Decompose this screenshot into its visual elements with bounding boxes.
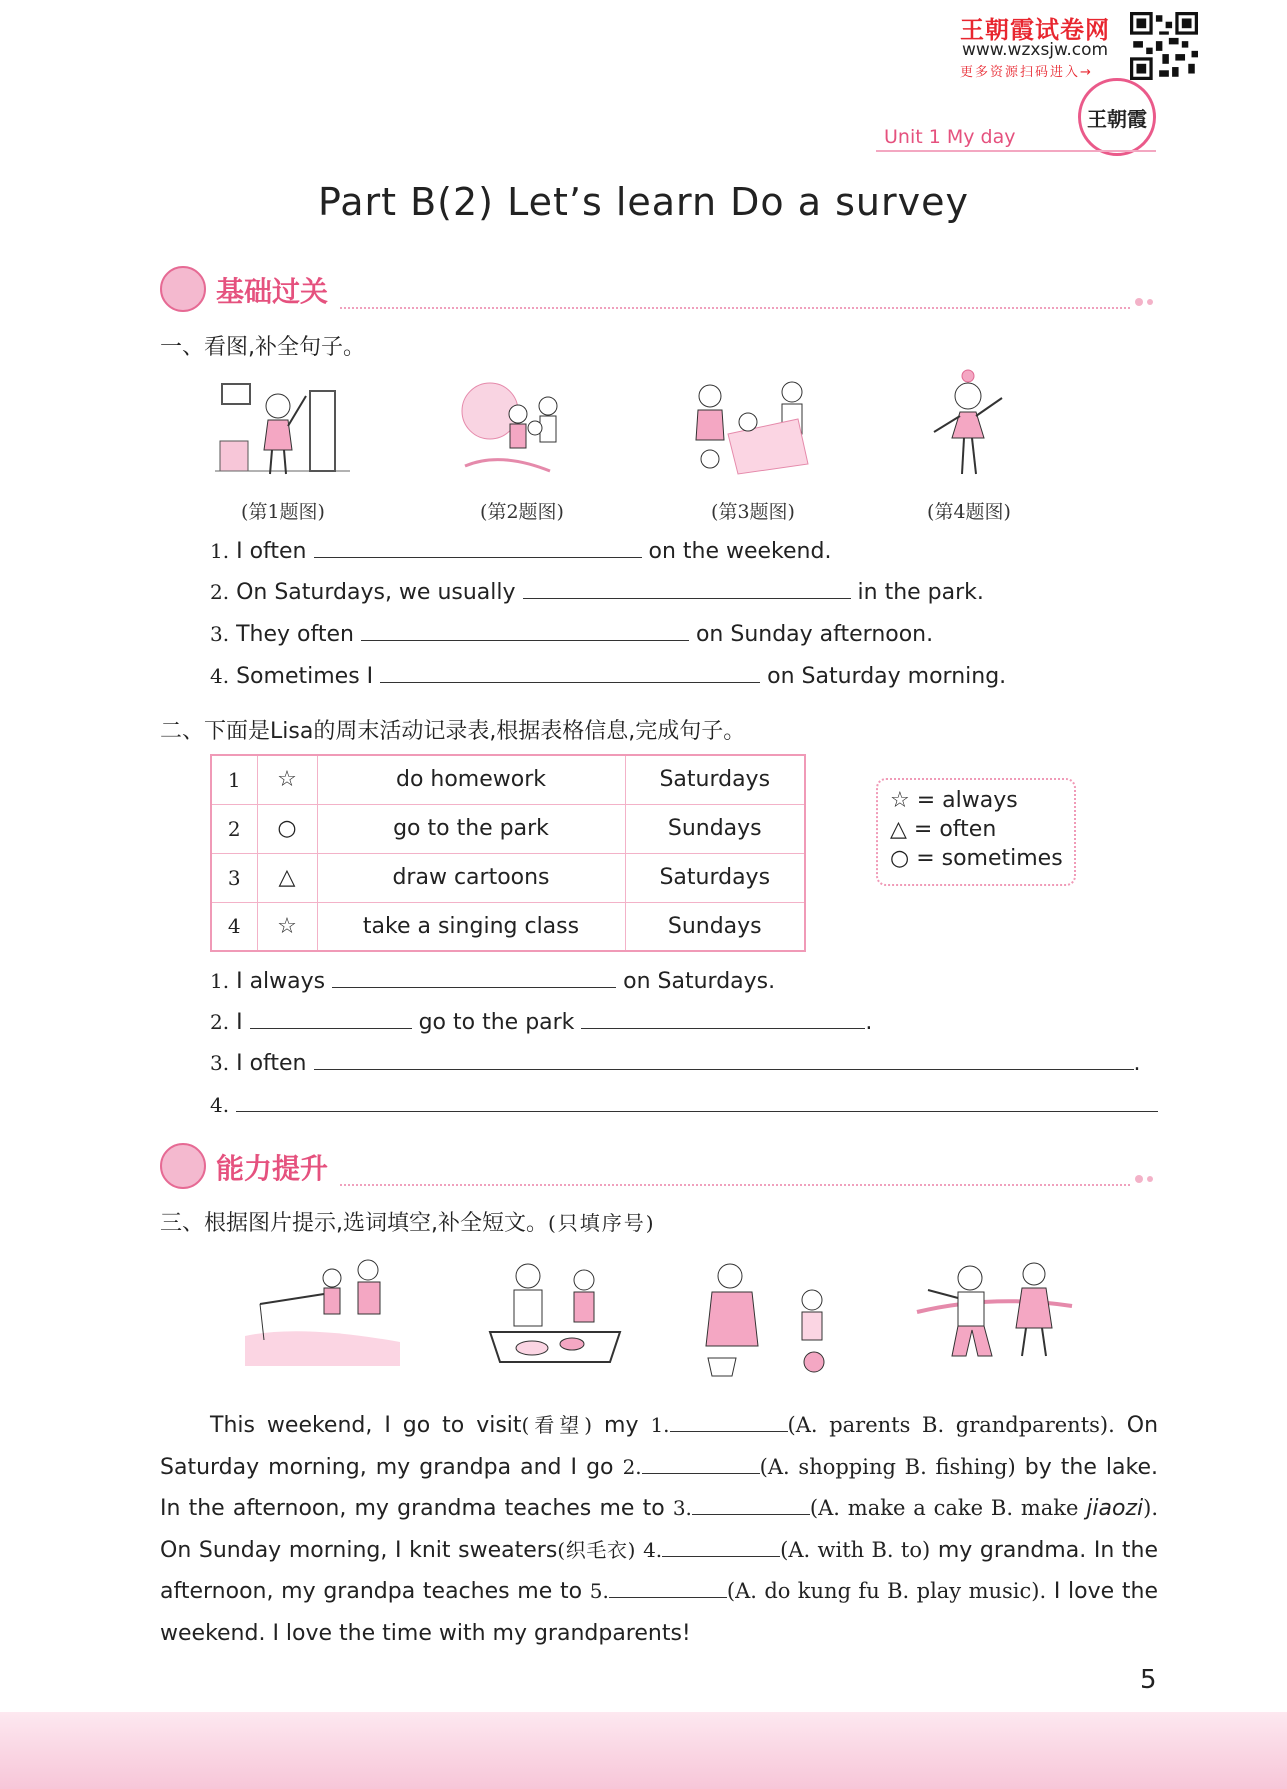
sentence-text: They often bbox=[236, 622, 354, 647]
table-row bbox=[211, 755, 805, 804]
table-cell: 1 bbox=[211, 755, 257, 804]
item-number: 1. bbox=[210, 969, 230, 993]
answer-blank[interactable] bbox=[581, 1007, 865, 1029]
passage-paragraph bbox=[160, 1405, 1158, 1654]
table-cell: go to the park bbox=[317, 804, 625, 853]
table-cell: ☆ bbox=[257, 902, 317, 951]
sentence-text: On Saturdays, we usually bbox=[236, 580, 516, 605]
table-cell: ○ bbox=[257, 804, 317, 853]
dots-icon bbox=[1134, 296, 1156, 308]
table-cell: do homework bbox=[317, 755, 625, 804]
section-divider bbox=[340, 1184, 1130, 1186]
sentence-text: . bbox=[1133, 1051, 1141, 1076]
answer-blank[interactable] bbox=[314, 1048, 1134, 1070]
answer-blank[interactable] bbox=[642, 1452, 760, 1474]
sentence-text: on Saturday morning. bbox=[767, 664, 1007, 689]
passage-gloss: (织毛衣) bbox=[557, 1537, 636, 1562]
brand-url: www.wzxsjw.com bbox=[962, 40, 1109, 60]
question-title-text: 三、根据图片提示,选词填空,补全短文。 bbox=[160, 1211, 548, 1236]
table-row bbox=[211, 804, 805, 853]
table-row bbox=[211, 853, 805, 902]
answer-options: (A. make a cake B. make bbox=[809, 1496, 1087, 1520]
sentence-text: I always bbox=[236, 969, 326, 994]
answer-blank[interactable] bbox=[692, 1493, 810, 1515]
section-label: 能力提升 bbox=[216, 1152, 329, 1185]
section-label: 基础过关 bbox=[216, 275, 329, 308]
answer-options: (A. with B. to) bbox=[780, 1537, 931, 1562]
item-number: 1. bbox=[210, 539, 230, 563]
table-cell: take a singing class bbox=[317, 902, 625, 951]
answer-blank[interactable] bbox=[314, 536, 642, 558]
table-cell: 4 bbox=[211, 902, 257, 951]
passage-text: I love the weekend. I love the time with my grandparents! bbox=[160, 1579, 1159, 1646]
blank-number: 5. bbox=[589, 1579, 609, 1603]
unit-tag: Unit 1 My day bbox=[884, 126, 1016, 148]
passage-text: my grandma. In the afternoon, my grandpa teaches me to bbox=[160, 1537, 1158, 1604]
answer-blank[interactable] bbox=[380, 661, 760, 683]
passage-text: On Saturday morning, my grandpa and I go bbox=[160, 1413, 1159, 1480]
table-cell: △ bbox=[257, 853, 317, 902]
passage-text: This weekend, I go to visit bbox=[210, 1413, 522, 1438]
table-cell: draw cartoons bbox=[317, 853, 625, 902]
item-number: 3. bbox=[210, 1051, 230, 1075]
brand-more: 更多资源扫码进入→ bbox=[960, 65, 1093, 80]
cloze-passage bbox=[160, 1405, 1158, 1654]
answer-blank[interactable] bbox=[662, 1535, 780, 1557]
table-cell: Saturdays bbox=[625, 755, 805, 804]
illustration-kung-fu bbox=[912, 1256, 1077, 1364]
blank-number: 4. bbox=[643, 1537, 663, 1562]
cartoon-face-icon bbox=[160, 1143, 206, 1189]
table-cell: Sundays bbox=[625, 902, 805, 951]
sentence-text: in the park. bbox=[857, 580, 984, 605]
activity-table bbox=[210, 754, 806, 952]
sentence-item bbox=[210, 536, 831, 564]
picture-caption: (第2题图) bbox=[480, 501, 564, 523]
illustration-fishing-by-lake bbox=[240, 1254, 405, 1366]
table-cell: Saturdays bbox=[625, 853, 805, 902]
table-cell: 3 bbox=[211, 853, 257, 902]
table-row bbox=[211, 902, 805, 951]
blank-number: 1. bbox=[650, 1413, 670, 1437]
sentence-text: I often bbox=[236, 1051, 307, 1076]
table-cell: ☆ bbox=[257, 755, 317, 804]
picture-caption: (第3题图) bbox=[711, 501, 795, 523]
answer-blank[interactable] bbox=[250, 1007, 412, 1029]
passage-text: by the lake. In the afternoon, my grandma teaches me to bbox=[160, 1454, 1158, 1521]
answer-blank[interactable] bbox=[361, 619, 689, 641]
legend-item: △ = often bbox=[890, 817, 997, 842]
sentence-item bbox=[210, 577, 984, 605]
illustration-girl-cleaning bbox=[210, 376, 355, 484]
passage-text: On Sunday morning, I knit sweaters bbox=[160, 1537, 558, 1563]
answer-options: (A. do kung fu B. play music). bbox=[726, 1579, 1047, 1603]
sentence-text: on Sunday afternoon. bbox=[695, 622, 934, 647]
sentence-item bbox=[210, 1048, 1141, 1076]
legend-item: ☆ = always bbox=[890, 788, 1018, 813]
question-note: (只填序号) bbox=[548, 1211, 656, 1235]
dots-icon bbox=[1134, 1173, 1156, 1185]
sentence-item bbox=[210, 1007, 872, 1035]
illustration-knitting-sweater bbox=[700, 1258, 840, 1384]
item-number: 2. bbox=[210, 1010, 230, 1034]
picture-caption: (第1题图) bbox=[241, 501, 325, 523]
answer-blank[interactable] bbox=[332, 966, 616, 988]
brand-title: 王朝霞试卷网 bbox=[960, 16, 1110, 44]
seal-text: 王朝霞 bbox=[1087, 106, 1147, 131]
question-title bbox=[160, 1206, 656, 1237]
sentence-text: Sometimes I bbox=[236, 664, 374, 689]
item-number: 2. bbox=[210, 580, 230, 604]
question-title: 二、下面是Lisa的周末活动记录表,根据表格信息,完成句子。 bbox=[160, 719, 746, 744]
answer-options: ). bbox=[1143, 1496, 1158, 1520]
blank-number: 3. bbox=[672, 1496, 692, 1520]
answer-blank[interactable] bbox=[523, 577, 851, 599]
item-number: 4. bbox=[210, 664, 230, 688]
sentence-item bbox=[210, 619, 933, 647]
passage-gloss: (看望) bbox=[521, 1413, 593, 1437]
answer-blank[interactable] bbox=[236, 1090, 1158, 1112]
section-divider bbox=[340, 307, 1130, 309]
table-cell: 2 bbox=[211, 804, 257, 853]
answer-blank[interactable] bbox=[670, 1410, 788, 1432]
unit-underline bbox=[876, 150, 1156, 152]
passage-text: my bbox=[592, 1413, 651, 1438]
illustration-family-picnic bbox=[688, 374, 818, 484]
cartoon-face-icon bbox=[160, 266, 206, 312]
illustration-family-in-park bbox=[460, 376, 580, 484]
answer-options: (A. shopping B. fishing) bbox=[759, 1454, 1016, 1479]
sentence-text: I often bbox=[236, 539, 307, 564]
item-number: 4. bbox=[210, 1093, 230, 1117]
sentence-text: go to the park bbox=[418, 1010, 575, 1035]
picture-caption: (第4题图) bbox=[927, 501, 1011, 523]
sentence-text: on Saturdays. bbox=[623, 969, 776, 994]
sentence-item bbox=[210, 966, 775, 994]
sentence-text: on the weekend. bbox=[648, 539, 832, 564]
illustration-making-cake bbox=[480, 1258, 630, 1368]
sentence-item bbox=[210, 661, 1006, 689]
table-cell: Sundays bbox=[625, 804, 805, 853]
sentence-text: . bbox=[865, 1010, 873, 1035]
page-number: 5 bbox=[1140, 1665, 1157, 1695]
blank-number: 2. bbox=[622, 1454, 642, 1479]
page-title: Part B(2) Let’s learn Do a survey bbox=[318, 180, 969, 224]
footer-band bbox=[0, 1712, 1287, 1789]
brand-seal bbox=[1078, 78, 1156, 156]
symbol-legend bbox=[876, 778, 1076, 886]
illustration-girl-dancing bbox=[928, 368, 1008, 484]
answer-options-italic: jiaozi bbox=[1086, 1496, 1144, 1521]
legend-item: ○ = sometimes bbox=[890, 846, 1063, 871]
qr-code-icon bbox=[1130, 12, 1198, 80]
sentence-item bbox=[210, 1090, 1158, 1118]
question-title: 一、看图,补全句子。 bbox=[160, 335, 365, 360]
sentence-text: I bbox=[236, 1010, 243, 1035]
item-number: 3. bbox=[210, 622, 230, 646]
answer-options: (A. parents B. grandparents). bbox=[787, 1413, 1115, 1437]
answer-blank[interactable] bbox=[609, 1576, 727, 1598]
